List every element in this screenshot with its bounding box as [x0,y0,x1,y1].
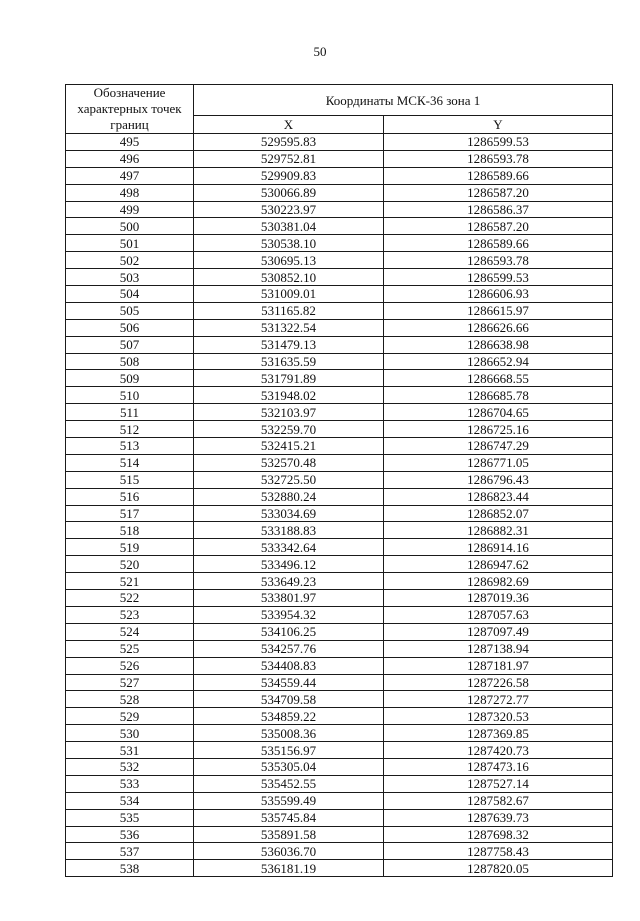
x-coordinate-cell: 535008.36 [194,725,384,742]
x-coordinate-cell: 530852.10 [194,269,384,286]
table-row [66,742,613,759]
point-cell: 507 [66,336,194,353]
table-row [66,488,613,505]
y-coordinate-cell: 1286599.53 [384,134,613,151]
point-cell: 508 [66,353,194,370]
x-coordinate-cell: 535305.04 [194,758,384,775]
point-cell: 516 [66,488,194,505]
point-cell: 500 [66,218,194,235]
y-coordinate-cell: 1286586.37 [384,201,613,218]
x-coordinate-cell: 530066.89 [194,184,384,201]
table-row [66,758,613,775]
y-coordinate-cell: 1286638.98 [384,336,613,353]
x-coordinate-cell: 531635.59 [194,353,384,370]
coordinates-table [65,84,613,877]
y-coordinate-cell: 1287057.63 [384,606,613,623]
y-coordinate-cell: 1286593.78 [384,252,613,269]
x-coordinate-cell: 533649.23 [194,573,384,590]
x-coordinate-cell: 529595.83 [194,134,384,151]
page-number: 50 [313,44,327,59]
y-coordinate-cell: 1287639.73 [384,809,613,826]
y-coordinate-cell: 1287527.14 [384,775,613,792]
x-coordinate-cell: 533034.69 [194,505,384,522]
y-coordinate-cell: 1286914.16 [384,539,613,556]
table-row [66,573,613,590]
point-cell: 528 [66,691,194,708]
table-row [66,826,613,843]
table-row [66,775,613,792]
x-coordinate-cell: 536181.19 [194,860,384,877]
table-row [66,725,613,742]
x-coordinate-cell: 533801.97 [194,590,384,607]
table-row [66,201,613,218]
y-coordinate-cell: 1286589.66 [384,235,613,252]
x-coordinate-cell: 534859.22 [194,708,384,725]
coordinates-group-header: Координаты МСК-36 зона 1 [194,85,613,116]
x-coordinate-cell: 529909.83 [194,167,384,184]
x-coordinate-cell: 530538.10 [194,235,384,252]
x-coordinate-cell: 534559.44 [194,674,384,691]
y-coordinate-cell: 1286882.31 [384,522,613,539]
y-coordinate-cell: 1286725.16 [384,421,613,438]
point-cell: 519 [66,539,194,556]
y-coordinate-cell: 1286852.07 [384,505,613,522]
y-column-header: Y [384,116,613,134]
point-cell: 501 [66,235,194,252]
table-row [66,539,613,556]
x-coordinate-cell: 530695.13 [194,252,384,269]
point-cell: 495 [66,134,194,151]
y-coordinate-cell: 1286626.66 [384,319,613,336]
x-coordinate-cell: 530381.04 [194,218,384,235]
x-coordinate-cell: 531948.02 [194,387,384,404]
table-row [66,319,613,336]
y-coordinate-cell: 1287226.58 [384,674,613,691]
table-row [66,590,613,607]
x-coordinate-cell: 532570.48 [194,454,384,471]
table-row [66,438,613,455]
table-row [66,235,613,252]
point-cell: 518 [66,522,194,539]
y-coordinate-cell: 1286685.78 [384,387,613,404]
y-coordinate-cell: 1287582.67 [384,792,613,809]
y-coordinate-cell: 1286668.55 [384,370,613,387]
x-coordinate-cell: 536036.70 [194,843,384,860]
point-cell: 504 [66,286,194,303]
y-coordinate-cell: 1286589.66 [384,167,613,184]
x-coordinate-cell: 533954.32 [194,606,384,623]
point-cell: 511 [66,404,194,421]
point-cell: 497 [66,167,194,184]
point-cell: 521 [66,573,194,590]
x-coordinate-cell: 535891.58 [194,826,384,843]
point-cell: 534 [66,792,194,809]
point-cell: 533 [66,775,194,792]
point-cell: 522 [66,590,194,607]
table-row [66,522,613,539]
y-coordinate-cell: 1286704.65 [384,404,613,421]
x-coordinate-cell: 533188.83 [194,522,384,539]
table-row [66,421,613,438]
x-coordinate-cell: 532880.24 [194,488,384,505]
y-coordinate-cell: 1287758.43 [384,843,613,860]
point-cell: 536 [66,826,194,843]
table-row [66,556,613,573]
point-cell: 496 [66,150,194,167]
x-coordinate-cell: 534106.25 [194,623,384,640]
x-coordinate-cell: 531479.13 [194,336,384,353]
y-coordinate-cell: 1286593.78 [384,150,613,167]
table-row [66,454,613,471]
point-cell: 514 [66,454,194,471]
point-cell: 520 [66,556,194,573]
x-coordinate-cell: 531791.89 [194,370,384,387]
x-coordinate-cell: 532725.50 [194,471,384,488]
table-row [66,387,613,404]
x-coordinate-cell: 534257.76 [194,640,384,657]
x-coordinate-cell: 530223.97 [194,201,384,218]
y-coordinate-cell: 1287138.94 [384,640,613,657]
table-row [66,269,613,286]
point-cell: 523 [66,606,194,623]
table-row [66,809,613,826]
y-coordinate-cell: 1286796.43 [384,471,613,488]
y-coordinate-cell: 1286606.93 [384,286,613,303]
x-coordinate-cell: 534709.58 [194,691,384,708]
point-cell: 531 [66,742,194,759]
table-row [66,606,613,623]
y-coordinate-cell: 1286947.62 [384,556,613,573]
x-coordinate-cell: 531165.82 [194,302,384,319]
table-row [66,286,613,303]
y-coordinate-cell: 1286587.20 [384,184,613,201]
y-coordinate-cell: 1286652.94 [384,353,613,370]
point-cell: 532 [66,758,194,775]
y-coordinate-cell: 1287369.85 [384,725,613,742]
y-coordinate-cell: 1286823.44 [384,488,613,505]
point-cell: 503 [66,269,194,286]
x-coordinate-cell: 535452.55 [194,775,384,792]
table-row [66,505,613,522]
point-cell: 506 [66,319,194,336]
y-coordinate-cell: 1287698.32 [384,826,613,843]
y-coordinate-cell: 1287820.05 [384,860,613,877]
x-coordinate-cell: 535156.97 [194,742,384,759]
y-coordinate-cell: 1286771.05 [384,454,613,471]
y-coordinate-cell: 1287272.77 [384,691,613,708]
point-column-header: Обозначение характерных точек границ [66,85,194,134]
x-coordinate-cell: 531009.01 [194,286,384,303]
point-cell: 525 [66,640,194,657]
table-row [66,336,613,353]
x-coordinate-cell: 532103.97 [194,404,384,421]
point-cell: 529 [66,708,194,725]
x-coordinate-cell: 535745.84 [194,809,384,826]
y-coordinate-cell: 1287473.16 [384,758,613,775]
y-coordinate-cell: 1287181.97 [384,657,613,674]
y-coordinate-cell: 1286587.20 [384,218,613,235]
x-column-header: X [194,116,384,134]
y-coordinate-cell: 1287420.73 [384,742,613,759]
table-row [66,792,613,809]
table-row [66,843,613,860]
point-cell: 526 [66,657,194,674]
point-cell: 512 [66,421,194,438]
x-coordinate-cell: 535599.49 [194,792,384,809]
table-row [66,353,613,370]
x-coordinate-cell: 529752.81 [194,150,384,167]
point-cell: 538 [66,860,194,877]
x-coordinate-cell: 532415.21 [194,438,384,455]
table-row [66,150,613,167]
table-row [66,167,613,184]
point-cell: 499 [66,201,194,218]
x-coordinate-cell: 533496.12 [194,556,384,573]
point-cell: 502 [66,252,194,269]
table-row [66,860,613,877]
x-coordinate-cell: 533342.64 [194,539,384,556]
point-cell: 505 [66,302,194,319]
x-coordinate-cell: 534408.83 [194,657,384,674]
point-cell: 498 [66,184,194,201]
point-cell: 535 [66,809,194,826]
table-row [66,674,613,691]
point-cell: 537 [66,843,194,860]
table-row [66,218,613,235]
y-coordinate-cell: 1287320.53 [384,708,613,725]
point-cell: 515 [66,471,194,488]
point-cell: 510 [66,387,194,404]
table-row [66,623,613,640]
table-row [66,184,613,201]
point-cell: 530 [66,725,194,742]
table-row [66,134,613,151]
header-row-top [66,85,613,116]
point-cell: 524 [66,623,194,640]
y-coordinate-cell: 1286747.29 [384,438,613,455]
table-row [66,691,613,708]
point-cell: 513 [66,438,194,455]
table-row [66,471,613,488]
point-cell: 527 [66,674,194,691]
y-coordinate-cell: 1287097.49 [384,623,613,640]
y-coordinate-cell: 1287019.36 [384,590,613,607]
table-header [66,85,613,134]
y-coordinate-cell: 1286982.69 [384,573,613,590]
table-body [66,134,613,877]
point-cell: 517 [66,505,194,522]
table-row [66,404,613,421]
y-coordinate-cell: 1286599.53 [384,269,613,286]
table-row [66,252,613,269]
table-row [66,657,613,674]
table-row [66,370,613,387]
point-cell: 509 [66,370,194,387]
table-row [66,302,613,319]
x-coordinate-cell: 532259.70 [194,421,384,438]
x-coordinate-cell: 531322.54 [194,319,384,336]
y-coordinate-cell: 1286615.97 [384,302,613,319]
table-row [66,640,613,657]
table-row [66,708,613,725]
